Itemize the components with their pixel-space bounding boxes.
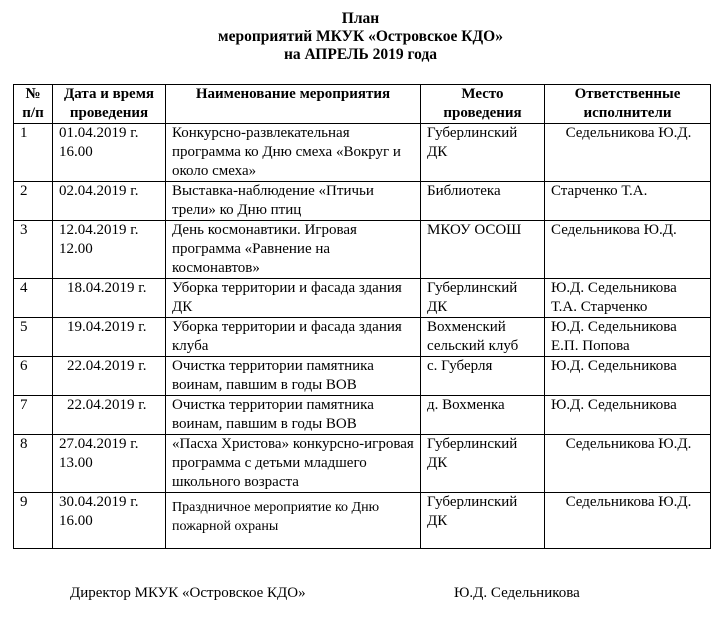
cell-responsible: Ю.Д. Седельникова	[545, 396, 711, 435]
cell-responsible: Седельникова Ю.Д.	[545, 435, 711, 493]
cell-place: Библиотека	[421, 182, 545, 221]
cell-place: с. Губерля	[421, 357, 545, 396]
cell-date: 22.04.2019 г.	[53, 396, 166, 435]
title-line-1: План	[341, 10, 380, 27]
cell-place: Вохменский сельский клуб	[421, 318, 545, 357]
cell-date: 30.04.2019 г. 16.00	[53, 493, 166, 549]
cell-place: Губерлинский ДК	[421, 493, 545, 549]
table-row	[14, 357, 711, 396]
table-row	[14, 182, 711, 221]
table-row	[14, 279, 711, 318]
cell-responsible: Ю.Д. Седельникова Т.А. Старченко	[545, 279, 711, 318]
cell-event: «Пасха Христова» конкурсно-игровая программа с детьми младшего школьного возраста	[166, 435, 421, 493]
header-responsible: Ответственные исполнители	[545, 85, 711, 124]
events-table	[13, 84, 711, 549]
document-title	[0, 10, 721, 64]
cell-event: Выставка-наблюдение «Птичьи трели» ко Дню птиц	[166, 182, 421, 221]
cell-place: Губерлинский ДК	[421, 279, 545, 318]
cell-responsible: Ю.Д. Седельникова	[545, 357, 711, 396]
cell-num: 8	[14, 435, 53, 493]
cell-place: МКОУ ОСОШ	[421, 221, 545, 279]
footer-position: Директор МКУК «Островское КДО»	[70, 585, 306, 601]
cell-num: 1	[14, 124, 53, 182]
footer-signatory: Ю.Д. Седельникова	[454, 585, 580, 601]
cell-responsible: Старченко Т.А.	[545, 182, 711, 221]
cell-responsible: Седельникова Ю.Д.	[545, 221, 711, 279]
cell-event: День космонавтики. Игровая программа «Равнение на космонавтов»	[166, 221, 421, 279]
cell-place: Губерлинский ДК	[421, 124, 545, 182]
cell-event: Праздничное мероприятие ко Дню пожарной охраны	[166, 493, 421, 549]
cell-date: 18.04.2019 г.	[53, 279, 166, 318]
table-row	[14, 318, 711, 357]
cell-num: 7	[14, 396, 53, 435]
cell-date: 19.04.2019 г.	[53, 318, 166, 357]
cell-event: Конкурсно-развлекательная программа ко Дню смеха «Вокруг и около смеха»	[166, 124, 421, 182]
cell-place: Губерлинский ДК	[421, 435, 545, 493]
cell-responsible: Ю.Д. Седельникова Е.П. Попова	[545, 318, 711, 357]
cell-place: д. Вохменка	[421, 396, 545, 435]
cell-num: 3	[14, 221, 53, 279]
table-header-row	[14, 85, 711, 124]
title-line-3: на АПРЕЛЬ 2019 года	[283, 46, 438, 63]
title-line-2: мероприятий МКУК «Островское КДО»	[218, 28, 503, 45]
table-row	[14, 396, 711, 435]
cell-num: 5	[14, 318, 53, 357]
cell-date: 12.04.2019 г. 12.00	[53, 221, 166, 279]
cell-num: 6	[14, 357, 53, 396]
cell-num: 2	[14, 182, 53, 221]
cell-responsible: Седельникова Ю.Д.	[545, 493, 711, 549]
cell-date: 27.04.2019 г. 13.00	[53, 435, 166, 493]
cell-num: 9	[14, 493, 53, 549]
cell-event: Очистка территории памятника воинам, павшим в годы ВОВ	[166, 396, 421, 435]
cell-responsible: Седельникова Ю.Д.	[545, 124, 711, 182]
cell-date: 02.04.2019 г.	[53, 182, 166, 221]
table-row	[14, 493, 711, 549]
header-num: № п/п	[14, 85, 53, 124]
cell-date: 22.04.2019 г.	[53, 357, 166, 396]
cell-event: Уборка территории и фасада здания клуба	[166, 318, 421, 357]
table-row	[14, 221, 711, 279]
table-row	[14, 124, 711, 182]
header-place: Место проведения	[421, 85, 545, 124]
cell-event: Очистка территории памятника воинам, павшим в годы ВОВ	[166, 357, 421, 396]
cell-event: Уборка территории и фасада здания ДК	[166, 279, 421, 318]
table-row	[14, 435, 711, 493]
header-event: Наименование мероприятия	[166, 85, 421, 124]
cell-num: 4	[14, 279, 53, 318]
cell-date: 01.04.2019 г. 16.00	[53, 124, 166, 182]
header-date: Дата и время проведения	[53, 85, 166, 124]
